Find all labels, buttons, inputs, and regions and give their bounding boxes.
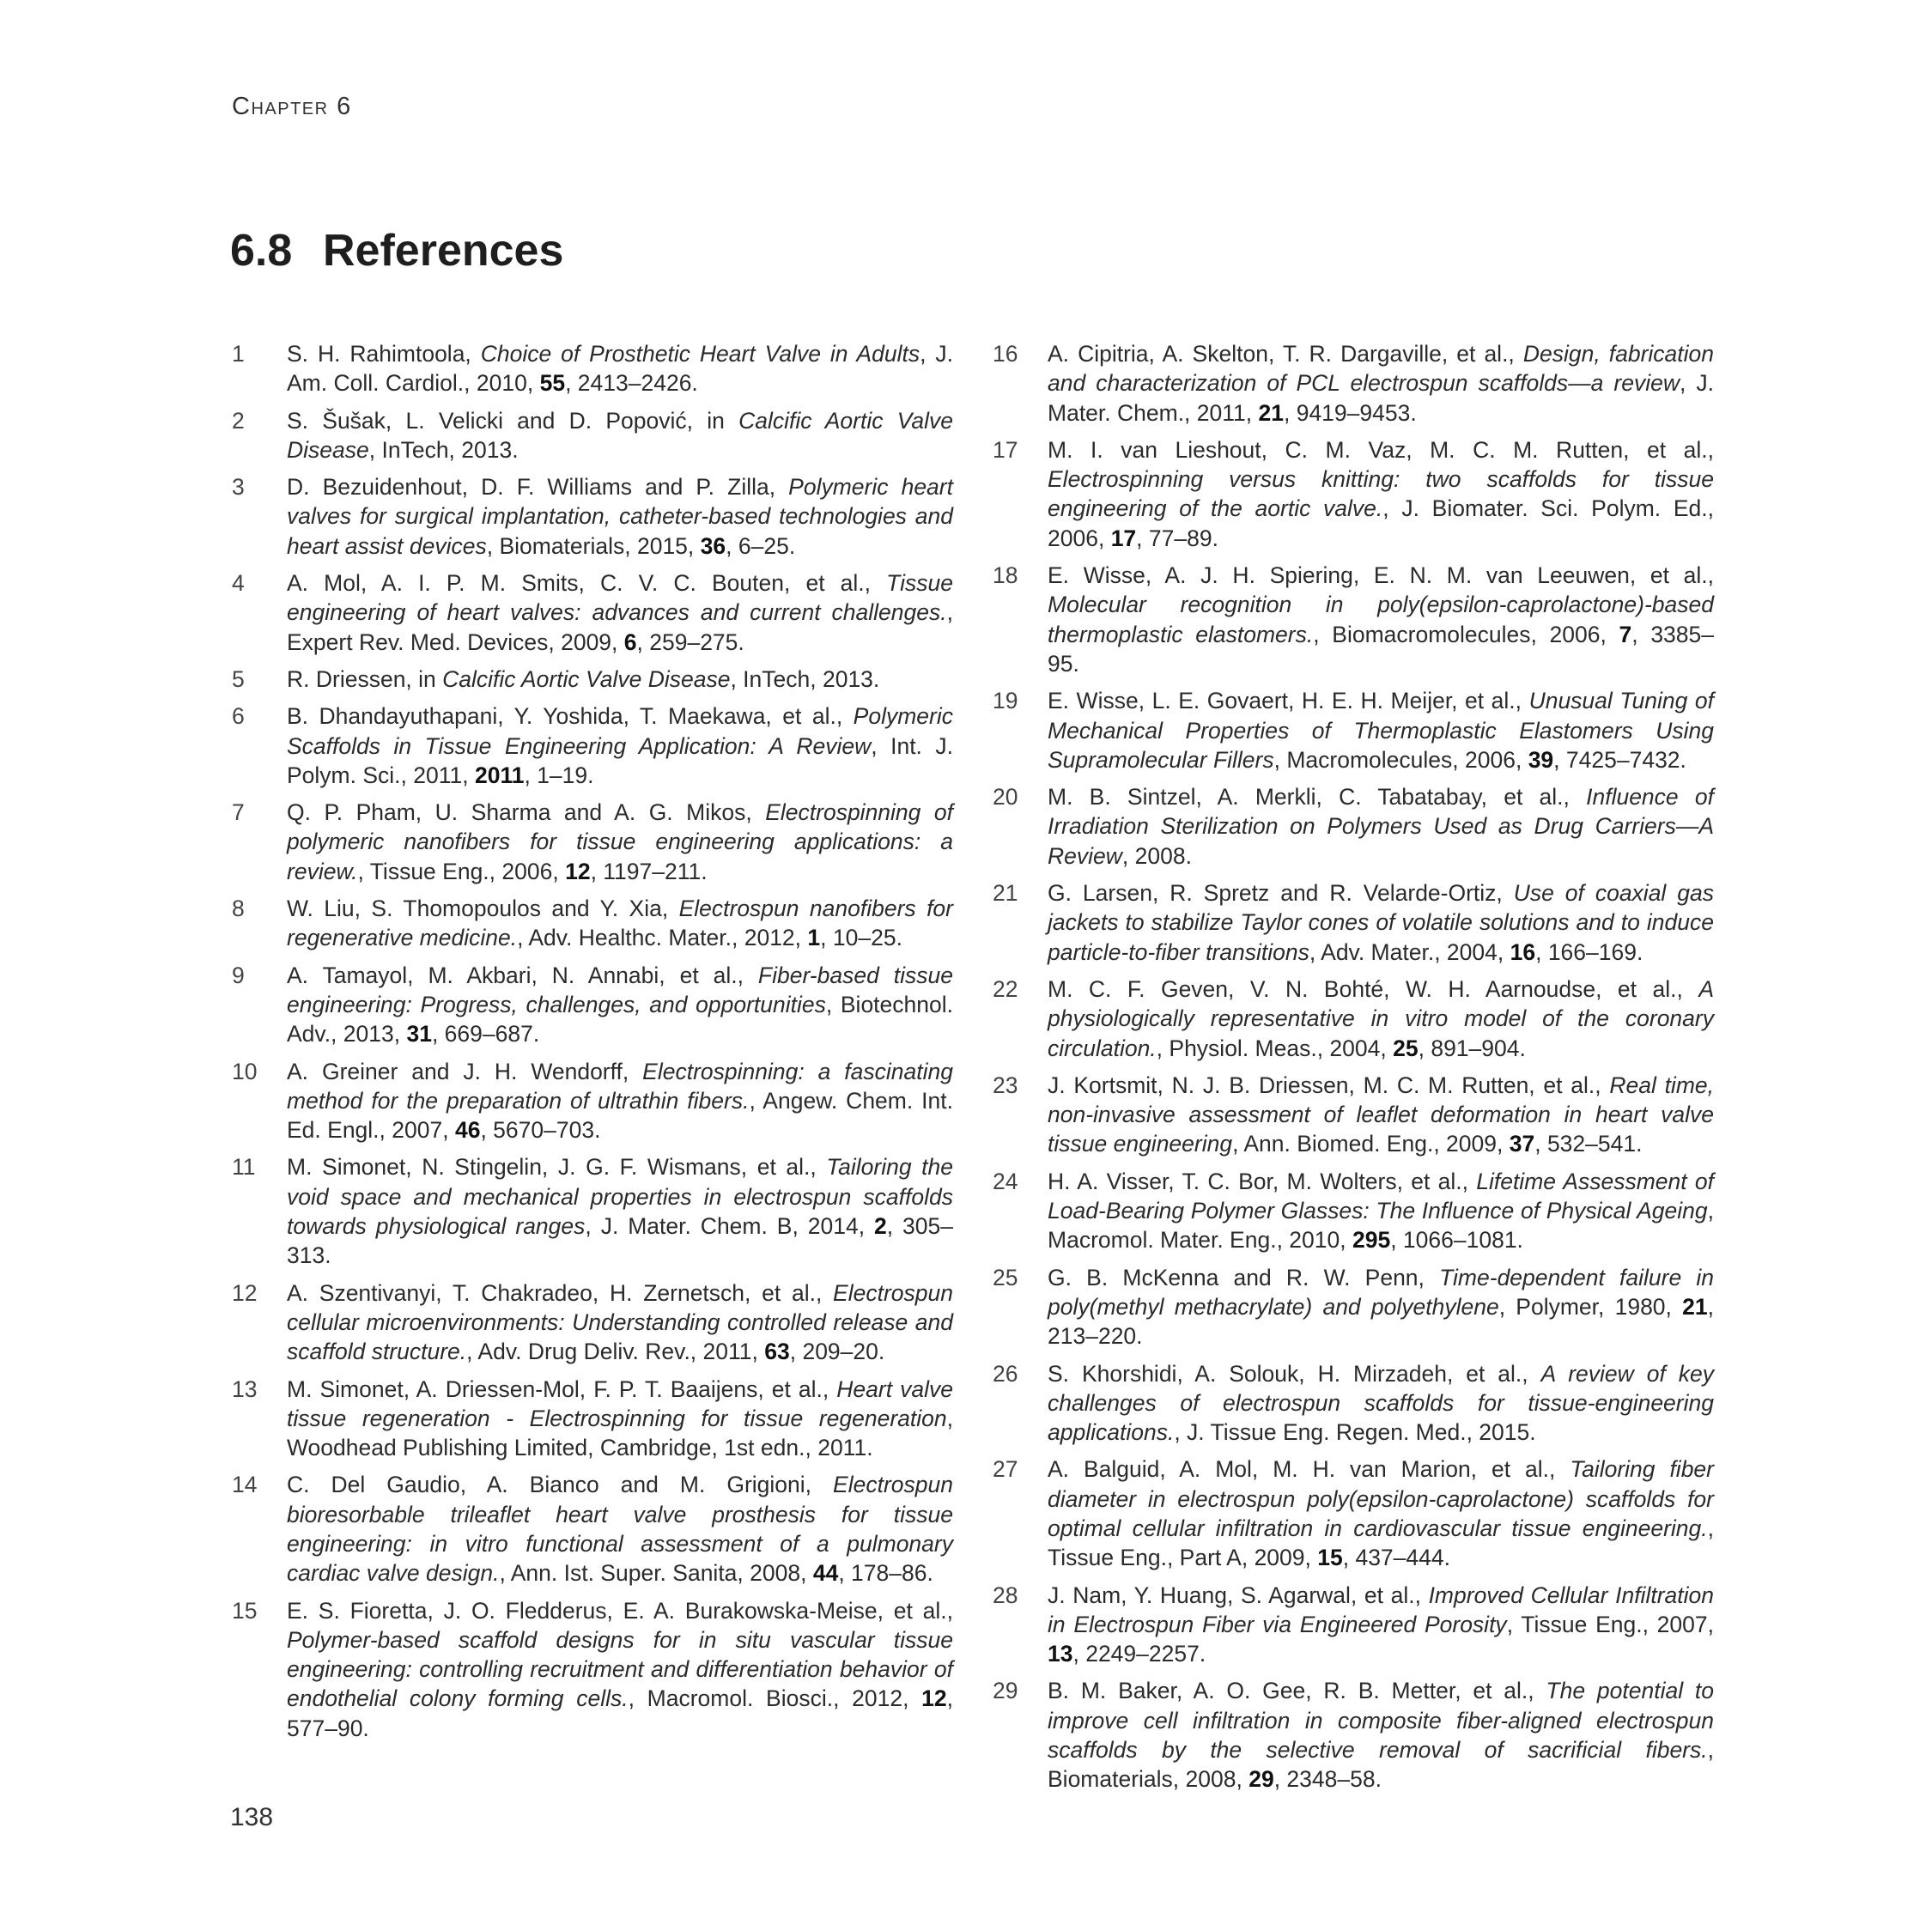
reference-title: Electrospun bioresorbable trileaflet heart valve prosthesis for tissue engineering: in vitro functional assessment of a pulmonary cardiac valve design.	[287, 1472, 953, 1587]
reference-authors: A. Balguid, A. Mol, M. H. van Marion, et al.,	[1048, 1456, 1571, 1483]
reference-entry	[232, 665, 953, 694]
reference-authors: M. C. F. Geven, V. N. Bohté, W. H. Aarnoudse, et al.,	[1048, 975, 1699, 1002]
reference-number: 25	[993, 1264, 1018, 1290]
reference-number: 7	[232, 799, 245, 826]
reference-entry	[232, 1596, 953, 1743]
reference-source: , Biomaterials, 2015,	[486, 532, 701, 559]
references-column-right	[993, 339, 1714, 1802]
reference-title: Real time, non-invasive assessment of leaflet deformation in heart valve tissue engineering	[1048, 1072, 1714, 1157]
reference-source: , Angew. Chem. Int. Ed. Engl., 2007,	[287, 1087, 954, 1144]
reference-entry	[232, 1470, 953, 1588]
reference-pages: , 532–541.	[1534, 1131, 1643, 1157]
reference-volume: 12	[565, 858, 591, 884]
reference-text	[287, 1152, 953, 1270]
reference-number: 9	[232, 962, 245, 988]
reference-title: Choice of Prosthetic Heart Valve in Adults	[480, 341, 920, 367]
reference-number: 2	[232, 407, 245, 434]
reference-text	[287, 665, 953, 694]
reference-authors: S. H. Rahimtoola,	[287, 341, 481, 367]
reference-volume: 16	[1510, 938, 1536, 965]
reference-title: Electrospun cellular microenvironments: Understanding controlled release and scaffold structure.	[287, 1279, 953, 1365]
reference-number: 5	[232, 665, 245, 692]
reference-entry	[993, 339, 1714, 428]
reference-text	[287, 339, 953, 398]
reference-text	[287, 1596, 953, 1743]
reference-text	[1048, 339, 1714, 428]
reference-text	[287, 406, 953, 465]
reference-pages: , 7425–7432.	[1553, 746, 1686, 773]
reference-text	[287, 568, 953, 657]
reference-title: Molecular recognition in poly(epsilon-caprolactone)-based thermoplastic elastomers.	[1048, 592, 1714, 647]
references-column-left	[232, 339, 953, 1751]
reference-entry	[232, 1278, 953, 1367]
reference-pages: , 77–89.	[1136, 525, 1218, 551]
reference-entry	[993, 1359, 1714, 1448]
reference-authors: E. S. Fioretta, J. O. Fledderus, E. A. Burakowska-Meise, et al.,	[287, 1597, 953, 1624]
reference-text	[287, 961, 953, 1049]
reference-pages: , 3385–95.	[1048, 621, 1715, 677]
reference-source: , Ann. Biomed. Eng., 2009,	[1232, 1131, 1510, 1157]
reference-source: , J. Tissue Eng. Regen. Med., 2015.	[1174, 1419, 1536, 1446]
reference-number: 10	[232, 1058, 258, 1084]
reference-text	[287, 1470, 953, 1588]
reference-source: , Macromol. Biosci., 2012,	[628, 1685, 922, 1712]
reference-volume: 295	[1352, 1227, 1391, 1254]
reference-text	[1048, 1263, 1714, 1351]
reference-authors: A. Greiner and J. H. Wendorff,	[287, 1058, 643, 1084]
running-head: Chapter 6	[232, 93, 352, 120]
reference-pages: , 10–25.	[820, 925, 902, 951]
reference-entry	[993, 1454, 1714, 1572]
reference-source: , Biotechnol. Adv., 2013,	[287, 991, 953, 1047]
reference-text	[1048, 782, 1714, 871]
reference-number: 23	[993, 1072, 1018, 1098]
reference-text	[287, 894, 953, 953]
reference-number: 18	[993, 562, 1018, 589]
reference-number: 22	[993, 975, 1018, 1002]
reference-title: Polymeric heart valves for surgical implantation, catheter-based technologies and heart assist devices	[287, 474, 953, 559]
reference-source: , Ann. Ist. Super. Sanita, 2008,	[499, 1560, 813, 1587]
reference-number: 3	[232, 474, 245, 501]
reference-title: Electrospun nanofibers for regenerative medicine.	[287, 896, 953, 951]
reference-volume: 21	[1682, 1293, 1708, 1320]
reference-entry	[993, 686, 1714, 774]
reference-volume: 21	[1258, 399, 1284, 426]
reference-pages: , 9419–9453.	[1283, 399, 1417, 426]
reference-number: 21	[993, 880, 1018, 907]
reference-authors: G. Larsen, R. Spretz and R. Velarde-Ortiz,	[1048, 880, 1514, 907]
reference-source: , Polymer, 1980,	[1498, 1293, 1683, 1320]
reference-source: , Macromolecules, 2006,	[1273, 746, 1528, 773]
reference-entry	[232, 701, 953, 790]
reference-source: , Adv. Healthc. Mater., 2012,	[517, 925, 808, 951]
reference-text	[287, 472, 953, 561]
reference-number: 24	[993, 1168, 1018, 1194]
reference-pages: , 305–313.	[287, 1213, 953, 1269]
reference-authors: E. Wisse, A. J. H. Spiering, E. N. M. van Leeuwen, et al.,	[1048, 562, 1714, 589]
reference-entry	[232, 1057, 953, 1145]
reference-number: 11	[232, 1154, 256, 1181]
reference-entry	[232, 961, 953, 1049]
reference-volume: 37	[1509, 1131, 1535, 1157]
reference-authors: A. Cipitria, A. Skelton, T. R. Dargaville, et al.,	[1048, 341, 1523, 367]
reference-number: 28	[993, 1582, 1018, 1608]
reference-pages: , 209–20.	[789, 1339, 885, 1365]
reference-title: Fiber-based tissue engineering: Progress, challenges, and opportunities	[287, 962, 953, 1017]
section-title	[230, 225, 563, 276]
reference-text	[1048, 1359, 1714, 1448]
reference-entry	[232, 1152, 953, 1270]
reference-volume: 2011	[474, 762, 525, 788]
reference-title: Electrospinning: a fascinating method for the preparation of ultrathin fibers.	[287, 1058, 953, 1114]
reference-source: , Adv. Mater., 2004,	[1309, 938, 1510, 965]
reference-title: Design, fabrication and characterization of PCL electrospun scaffolds—a review	[1048, 341, 1715, 397]
page-number: 138	[230, 1803, 274, 1831]
reference-volume: 15	[1317, 1545, 1343, 1571]
reference-number: 29	[993, 1678, 1018, 1704]
reference-authors: J. Kortsmit, N. J. B. Driessen, M. C. M. Rutten, et al.,	[1048, 1072, 1610, 1098]
reference-pages: , 5670–703.	[480, 1117, 601, 1144]
reference-authors: A. Mol, A. I. P. M. Smits, C. V. C. Bouten, et al.,	[287, 570, 887, 597]
reference-title: Polymeric Scaffolds in Tissue Engineering Application: A Review	[287, 703, 953, 759]
reference-authors: B. Dhandayuthapani, Y. Yoshida, T. Maekawa, et al.,	[287, 703, 854, 730]
reference-number: 4	[232, 570, 245, 597]
reference-text	[1048, 686, 1714, 774]
reference-pages: , 669–687.	[431, 1021, 540, 1047]
reference-volume: 13	[1048, 1641, 1073, 1667]
reference-volume: 46	[454, 1117, 481, 1144]
reference-source: , Woodhead Publishing Limited, Cambridge, 1st edn., 2011.	[287, 1405, 953, 1461]
reference-number: 1	[232, 341, 245, 367]
reference-text	[287, 1278, 953, 1367]
reference-title: Tailoring fiber diameter in electrospun poly(epsilon-caprolactone) scaffolds for optimal cellular infiltration in cardiovascular tissue engineering.	[1048, 1456, 1714, 1541]
reference-pages: , 891–904.	[1418, 1035, 1526, 1061]
reference-text	[287, 701, 953, 790]
reference-volume: 36	[700, 532, 726, 559]
reference-text	[287, 1375, 953, 1463]
reference-number: 20	[993, 784, 1018, 811]
reference-pages: , 6–25.	[726, 532, 796, 559]
reference-number: 6	[232, 703, 245, 730]
reference-source: , InTech, 2013.	[730, 665, 880, 692]
reference-authors: R. Driessen, in	[287, 665, 443, 692]
reference-volume: 31	[406, 1021, 432, 1047]
reference-authors: B. M. Baker, A. O. Gee, R. B. Metter, et al.,	[1048, 1678, 1546, 1704]
reference-source: , Adv. Drug Deliv. Rev., 2011,	[466, 1339, 765, 1365]
reference-volume: 39	[1528, 746, 1554, 773]
reference-source: , Biomaterials, 2008,	[1048, 1737, 1714, 1793]
reference-text	[287, 1057, 953, 1145]
reference-pages: , 178–86.	[838, 1560, 933, 1587]
reference-authors: M. I. van Lieshout, C. M. Vaz, M. C. M. Rutten, et al.,	[1048, 436, 1714, 463]
reference-title: Calcific Aortic Valve Disease	[287, 407, 953, 463]
reference-text	[1048, 435, 1714, 553]
reference-title: Electrospinning versus knitting: two scaffolds for tissue engineering of the aortic valve.	[1048, 466, 1714, 522]
reference-title: Polymer-based scaffold designs for in situ vascular tissue engineering: controlling recruitment and differentiation behavior of endothelial colony forming cells.	[287, 1626, 953, 1712]
reference-number: 13	[232, 1375, 258, 1402]
reference-entry	[993, 1676, 1714, 1794]
reference-authors: M. Simonet, A. Driessen-Mol, F. P. T. Baaijens, et al.,	[287, 1375, 837, 1402]
reference-title: Heart valve tissue regeneration - Electrospinning for tissue regeneration	[287, 1375, 953, 1431]
reference-authors: A. Tamayol, M. Akbari, N. Annabi, et al.,	[287, 962, 758, 988]
reference-entry	[232, 894, 953, 953]
reference-number: 8	[232, 896, 245, 922]
reference-title: Tissue engineering of heart valves: advances and current challenges.	[287, 570, 953, 626]
reference-entry	[993, 782, 1714, 871]
reference-volume: 1	[807, 925, 821, 951]
reference-title: Calcific Aortic Valve Disease	[442, 665, 731, 692]
reference-title: A physiologically representative in vitro model of the coronary circulation.	[1048, 975, 1714, 1061]
reference-volume: 44	[812, 1560, 839, 1587]
reference-volume: 25	[1393, 1035, 1419, 1061]
reference-authors: Q. P. Pham, U. Sharma and A. G. Mikos,	[287, 799, 766, 826]
reference-entry	[993, 1071, 1714, 1159]
reference-number: 19	[993, 688, 1018, 714]
reference-number: 12	[232, 1279, 258, 1306]
reference-authors: S. Khorshidi, A. Solouk, H. Mirzadeh, et al.,	[1048, 1360, 1541, 1387]
reference-pages: , 2348–58.	[1273, 1766, 1382, 1793]
reference-volume: 7	[1619, 621, 1632, 647]
reference-volume: 29	[1249, 1766, 1274, 1793]
reference-title: The potential to improve cell infiltration in composite fiber-aligned electrospun scaffolds by the selective removal of sacrificial fibers.	[1048, 1678, 1714, 1764]
reference-authors: J. Nam, Y. Huang, S. Agarwal, et al.,	[1048, 1582, 1429, 1608]
section-title-text: References	[323, 226, 564, 276]
reference-text	[1048, 1454, 1714, 1572]
reference-pages: , 437–444.	[1342, 1545, 1450, 1571]
reference-text	[1048, 1071, 1714, 1159]
reference-title: Influence of Irradiation Sterilization on Polymers Used as Drug Carriers—A Review	[1048, 784, 1714, 869]
reference-number: 17	[993, 436, 1018, 463]
reference-authors: D. Bezuidenhout, D. F. Williams and P. Zilla,	[287, 474, 789, 501]
reference-number: 16	[993, 341, 1018, 367]
reference-authors: W. Liu, S. Thomopoulos and Y. Xia,	[287, 896, 679, 922]
reference-entry	[232, 406, 953, 465]
reference-source: , 2008.	[1121, 842, 1192, 869]
reference-pages: , 213–220.	[1048, 1293, 1714, 1350]
reference-number: 15	[232, 1597, 258, 1624]
reference-source: , Macromol. Mater. Eng., 2010,	[1048, 1198, 1714, 1254]
reference-pages: , 1–19.	[524, 762, 594, 788]
reference-entry	[232, 1375, 953, 1463]
reference-title: Unusual Tuning of Mechanical Properties of Thermoplastic Elastomers Using Supramolecular Fillers	[1048, 688, 1714, 773]
reference-title: Use of coaxial gas jackets to stabilize Taylor cones of volatile solutions and to induce particle-to-fiber transitions	[1048, 880, 1714, 965]
reference-volume: 6	[623, 628, 637, 655]
reference-source: , Physiol. Meas., 2004,	[1156, 1035, 1394, 1061]
reference-entry	[993, 561, 1714, 678]
reference-source: , Tissue Eng., 2006,	[357, 858, 566, 884]
reference-entry	[993, 1167, 1714, 1255]
reference-title: Time-dependent failure in poly(methyl methacrylate) and polyethylene	[1048, 1264, 1714, 1320]
reference-entry	[993, 1263, 1714, 1351]
reference-source: , Tissue Eng., 2007,	[1506, 1611, 1714, 1637]
reference-volume: 17	[1110, 525, 1137, 551]
reference-source: , Int. J. Polym. Sci., 2011,	[287, 732, 953, 788]
reference-volume: 55	[539, 370, 566, 397]
reference-entry	[993, 975, 1714, 1063]
reference-source: , Biomacromolecules, 2006,	[1313, 621, 1619, 647]
reference-entry	[993, 878, 1714, 967]
reference-number: 26	[993, 1360, 1018, 1387]
reference-authors: M. B. Sintzel, A. Merkli, C. Tabatabay, et al.,	[1048, 784, 1587, 811]
reference-text	[287, 798, 953, 886]
reference-source: , J. Biomater. Sci. Polym. Ed., 2006,	[1048, 495, 1715, 551]
reference-text	[1048, 561, 1714, 678]
reference-title: A review of key challenges of electrospun scaffolds for tissue-engineering applications.	[1048, 1360, 1714, 1446]
reference-number: 14	[232, 1472, 258, 1498]
reference-entry	[993, 435, 1714, 553]
reference-authors: C. Del Gaudio, A. Bianco and M. Grigioni,	[287, 1472, 834, 1498]
reference-title: Tailoring the void space and mechanical properties in electrospun scaffolds towards physiological ranges	[287, 1154, 953, 1240]
reference-entry	[993, 1581, 1714, 1669]
reference-entry	[232, 339, 953, 398]
reference-authors: E. Wisse, L. E. Govaert, H. E. H. Meijer, et al.,	[1048, 688, 1529, 714]
reference-pages: , 2413–2426.	[565, 370, 698, 397]
reference-text	[1048, 1581, 1714, 1669]
reference-pages: , 577–90.	[287, 1685, 954, 1741]
reference-entry	[232, 568, 953, 657]
reference-text	[1048, 975, 1714, 1063]
reference-source: , J. Mater. Chem. B, 2014,	[585, 1213, 874, 1240]
reference-title: Lifetime Assessment of Load-Bearing Polymer Glasses: The Influence of Physical Ageing	[1048, 1168, 1714, 1224]
reference-pages: , 259–275.	[636, 628, 744, 655]
reference-source: , J. Mater. Chem., 2011,	[1048, 370, 1714, 426]
reference-volume: 12	[921, 1685, 947, 1712]
reference-authors: S. Šušak, L. Velicki and D. Popović, in	[287, 407, 739, 434]
reference-entry	[232, 472, 953, 561]
reference-authors: M. Simonet, N. Stingelin, J. G. F. Wismans, et al.,	[287, 1154, 827, 1181]
reference-text	[1048, 878, 1714, 967]
reference-pages: , 166–169.	[1535, 938, 1643, 965]
reference-pages: , 1197–211.	[590, 858, 708, 884]
reference-source: , Tissue Eng., Part A, 2009,	[1048, 1515, 1714, 1571]
reference-title: Electrospinning of polymeric nanofibers for tissue engineering applications: a review.	[287, 799, 953, 884]
reference-text	[1048, 1167, 1714, 1255]
reference-source: , InTech, 2013.	[368, 436, 519, 463]
reference-pages: , 2249–2257.	[1072, 1641, 1206, 1667]
reference-authors: A. Szentivanyi, T. Chakradeo, H. Zernetsch, et al.,	[287, 1279, 834, 1306]
reference-authors: H. A. Visser, T. C. Bor, M. Wolters, et al.,	[1048, 1168, 1477, 1194]
reference-pages: , 1066–1081.	[1390, 1227, 1523, 1254]
reference-text	[1048, 1676, 1714, 1794]
reference-entry	[232, 798, 953, 886]
section-number: 6.8	[230, 226, 293, 276]
reference-source: , Expert Rev. Med. Devices, 2009,	[287, 599, 953, 655]
reference-source: , J. Am. Coll. Cardiol., 2010,	[287, 341, 953, 397]
reference-title: Improved Cellular Infiltration in Electrospun Fiber via Engineered Porosity	[1048, 1582, 1714, 1637]
reference-number: 27	[993, 1456, 1018, 1483]
reference-volume: 2	[873, 1213, 887, 1240]
reference-authors: G. B. McKenna and R. W. Penn,	[1048, 1264, 1440, 1290]
reference-volume: 63	[764, 1339, 790, 1365]
